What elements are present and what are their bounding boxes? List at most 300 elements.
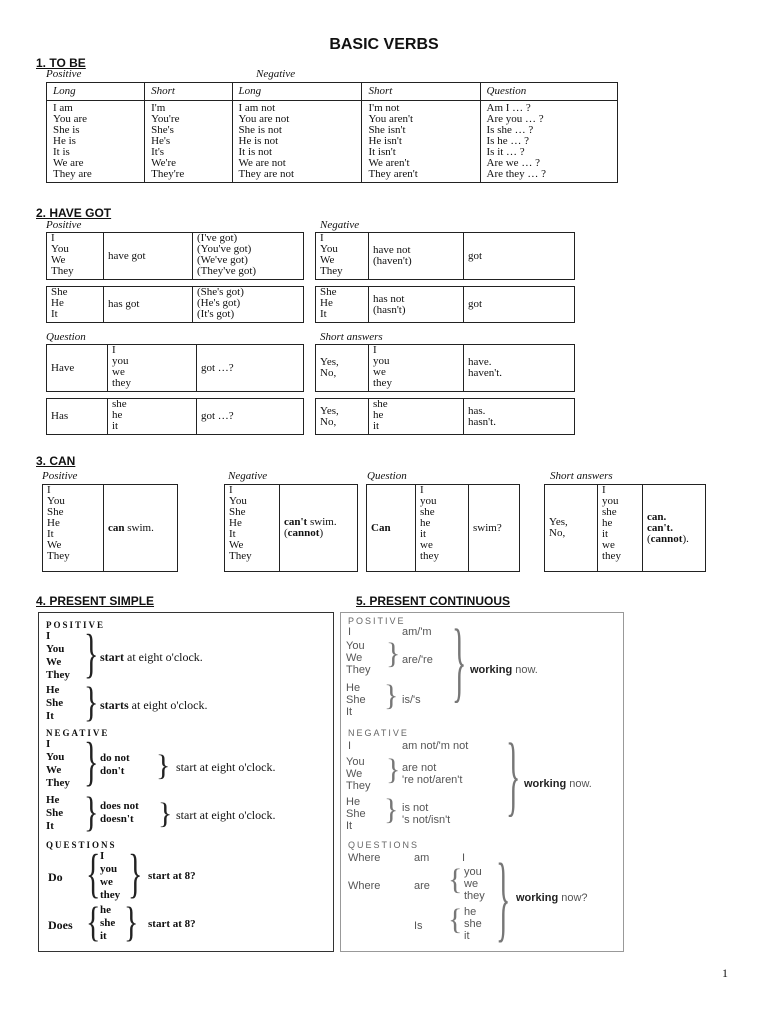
list-item: Yes, bbox=[549, 516, 568, 528]
subjects-plural bbox=[46, 738, 70, 790]
list-item: He bbox=[346, 682, 361, 694]
verb-are-not bbox=[402, 762, 462, 786]
rest: got …? bbox=[197, 399, 304, 435]
label-positive: Positive bbox=[42, 470, 78, 482]
list-item: I bbox=[51, 232, 55, 244]
brace-icon: } bbox=[384, 679, 399, 712]
list-item: I bbox=[100, 850, 105, 862]
list-item: I bbox=[46, 738, 51, 750]
have-got-question-have bbox=[46, 344, 304, 392]
subjects bbox=[320, 287, 364, 320]
got: got bbox=[464, 233, 575, 280]
have-got-negative-singular bbox=[315, 286, 575, 323]
list-item: she bbox=[602, 506, 617, 518]
table-cell: I am not bbox=[238, 102, 276, 114]
list-item: (It's got) bbox=[197, 308, 235, 320]
list-item: we bbox=[100, 876, 113, 888]
label-questions: QUESTIONS bbox=[348, 840, 420, 850]
brace-icon: } bbox=[128, 844, 143, 904]
subjects-he-she-it bbox=[346, 796, 366, 832]
table-cell: It is bbox=[53, 146, 70, 158]
list-item: it bbox=[373, 420, 380, 432]
list-item: I bbox=[420, 484, 424, 496]
q-subjects-you bbox=[464, 866, 485, 902]
table-cell: Is she … ? bbox=[486, 124, 534, 136]
list-item: No, bbox=[549, 527, 566, 539]
aux: Can bbox=[367, 485, 416, 572]
list-item: we bbox=[602, 539, 615, 551]
list-item: we bbox=[464, 878, 479, 890]
label-negative: Negative bbox=[256, 68, 296, 80]
yes-no bbox=[549, 517, 593, 539]
verb: has got bbox=[104, 287, 193, 323]
subjects bbox=[51, 233, 99, 277]
list-item: No, bbox=[320, 415, 337, 428]
list-item: Yes, bbox=[320, 404, 339, 417]
list-item: we bbox=[373, 366, 386, 378]
list-item: We bbox=[46, 656, 62, 668]
table-cell: She is not bbox=[238, 124, 282, 136]
subjects-you-we-they bbox=[346, 756, 370, 792]
label-negative: Negative bbox=[320, 219, 360, 231]
rest: swim? bbox=[469, 485, 520, 572]
verb-is: is/'s bbox=[402, 694, 421, 706]
list-item: have. bbox=[468, 356, 492, 368]
list-item: She bbox=[229, 506, 246, 518]
list-item: don't bbox=[100, 765, 125, 777]
table-cell: She isn't bbox=[368, 124, 406, 136]
to-be-table bbox=[46, 82, 618, 183]
list-item: are not bbox=[402, 762, 437, 774]
table-cell: Is he … ? bbox=[486, 135, 529, 147]
list-item: We bbox=[346, 652, 363, 664]
verb-am-not: am not/'m not bbox=[402, 740, 469, 752]
list-item: It bbox=[51, 308, 58, 320]
neg-rest: start at eight o'clock. bbox=[176, 760, 276, 774]
list-item: We bbox=[346, 768, 363, 780]
q-subjects-plural bbox=[100, 850, 120, 902]
label-short-answers: Short answers bbox=[550, 470, 613, 482]
table-cell: Are you … ? bbox=[486, 113, 544, 125]
list-item: does not bbox=[100, 800, 139, 812]
list-item: She bbox=[46, 807, 64, 819]
list-item: it bbox=[602, 528, 609, 540]
aux: Have bbox=[47, 345, 108, 392]
list-item: She bbox=[346, 694, 366, 706]
section-heading-present-continuous: 5. PRESENT CONTINUOUS bbox=[356, 594, 511, 608]
brace-icon: } bbox=[84, 732, 99, 792]
list-item: you bbox=[112, 355, 129, 367]
list-item: she bbox=[464, 918, 482, 930]
subjects-he-she-it bbox=[346, 682, 366, 718]
verb-is-not bbox=[402, 802, 450, 826]
aux: Has bbox=[47, 399, 108, 435]
subjects bbox=[51, 287, 99, 320]
list-item: He bbox=[320, 297, 333, 309]
q-subject-i: I bbox=[462, 852, 466, 864]
list-item: they bbox=[420, 550, 439, 562]
table-cell: I'm bbox=[151, 102, 166, 114]
list-item: We bbox=[47, 539, 62, 551]
label-question: Question bbox=[46, 331, 86, 343]
subjects-singular bbox=[46, 684, 63, 723]
brace-icon: } bbox=[496, 846, 511, 952]
list-item: have not bbox=[373, 244, 411, 256]
list-item: you bbox=[100, 863, 118, 875]
subjects-you-we-they bbox=[346, 640, 370, 676]
answers bbox=[468, 357, 570, 379]
brace-open-icon: { bbox=[86, 899, 101, 946]
q-am: am bbox=[414, 852, 430, 864]
list-item: It bbox=[346, 820, 353, 832]
cannot-word: cannot bbox=[287, 527, 320, 539]
list-item: You bbox=[46, 751, 65, 763]
can-positive-table bbox=[42, 484, 178, 572]
list-item: We bbox=[320, 254, 335, 266]
list-item: he bbox=[464, 906, 477, 918]
pos-working: working now. bbox=[470, 664, 538, 676]
column-cells bbox=[145, 101, 232, 183]
have-got-negative-plural bbox=[315, 232, 575, 280]
brace-icon: } bbox=[84, 679, 99, 726]
column-header: Question bbox=[480, 83, 618, 101]
list-item: they bbox=[100, 889, 121, 901]
list-item: (I've got) bbox=[197, 232, 238, 244]
column-header: Long bbox=[232, 83, 362, 101]
list-item: I bbox=[602, 484, 606, 496]
where: Where bbox=[348, 852, 381, 864]
list-item: I bbox=[47, 484, 51, 496]
neg-aux-singular bbox=[100, 800, 139, 826]
page-title: BASIC VERBS bbox=[329, 36, 439, 53]
section-heading-can: 3. CAN bbox=[36, 454, 76, 468]
list-item: she bbox=[420, 506, 435, 518]
brace-icon: } bbox=[452, 613, 467, 712]
label-positive: Positive bbox=[46, 219, 82, 231]
q-subjects-singular bbox=[100, 904, 115, 943]
list-item: has not bbox=[373, 292, 405, 305]
subjects bbox=[602, 485, 638, 562]
q-rest: start at 8? bbox=[148, 918, 196, 930]
have-got-positive-plural bbox=[46, 232, 304, 280]
q-subjects-he bbox=[464, 906, 482, 942]
list-item: we bbox=[112, 366, 125, 378]
label-question: Question bbox=[367, 470, 407, 482]
list-item: they bbox=[373, 377, 392, 389]
list-item: we bbox=[420, 539, 433, 551]
list-item: you bbox=[464, 866, 482, 878]
list-item: He bbox=[46, 684, 60, 696]
table-cell: They are not bbox=[238, 168, 295, 180]
list-item: (We've got) bbox=[197, 254, 248, 266]
list-item: it bbox=[420, 528, 427, 540]
list-item: It bbox=[229, 528, 236, 540]
table-cell: We aren't bbox=[368, 157, 410, 169]
list-item: he bbox=[112, 409, 123, 421]
list-item: (He's got) bbox=[197, 297, 241, 309]
subjects bbox=[320, 233, 364, 277]
list-item: You bbox=[320, 243, 338, 255]
verb bbox=[373, 245, 459, 267]
list-item: You bbox=[229, 495, 247, 507]
list-item: (She's got) bbox=[197, 286, 244, 298]
neg-working: working now. bbox=[524, 778, 592, 790]
list-item: I bbox=[320, 232, 324, 244]
list-item: she bbox=[112, 398, 127, 410]
subjects bbox=[112, 399, 192, 432]
subjects bbox=[420, 485, 464, 562]
table-cell: We are bbox=[53, 157, 84, 169]
list-item: (haven't) bbox=[373, 255, 412, 267]
short-forms bbox=[197, 287, 299, 320]
table-cell: You're bbox=[151, 113, 180, 125]
table-cell: I'm not bbox=[368, 102, 400, 114]
have-got-positive-singular bbox=[46, 286, 304, 323]
brace-open-icon: { bbox=[86, 844, 101, 904]
brace-icon: } bbox=[506, 727, 521, 826]
list-item: I bbox=[229, 484, 233, 496]
list-item: (They've got) bbox=[197, 265, 257, 277]
list-item: has. bbox=[468, 404, 486, 417]
ans-no: can't. bbox=[647, 521, 673, 534]
label-negative: Negative bbox=[228, 470, 268, 482]
table-cell: Is it … ? bbox=[486, 146, 525, 158]
brace-icon: } bbox=[84, 624, 99, 684]
table-cell: You are not bbox=[238, 113, 290, 125]
section-heading-have-got: 2. HAVE GOT bbox=[36, 206, 112, 220]
q-is: Is bbox=[414, 920, 423, 932]
list-item: She bbox=[346, 808, 366, 820]
column-header: Short bbox=[362, 83, 480, 101]
list-item: They bbox=[47, 550, 70, 562]
pos-sentence-singular: starts at eight o'clock. bbox=[100, 698, 208, 712]
label-negative: NEGATIVE bbox=[46, 728, 110, 738]
list-item: hasn't. bbox=[468, 415, 496, 428]
list-item: Yes, bbox=[320, 356, 339, 368]
list-item: They bbox=[46, 669, 70, 681]
subjects bbox=[47, 485, 99, 562]
list-item: We bbox=[46, 764, 62, 776]
list-item: it bbox=[100, 930, 107, 942]
table-cell: We're bbox=[151, 157, 177, 169]
can-word: can bbox=[108, 521, 125, 534]
list-item: haven't. bbox=[468, 367, 503, 379]
table-cell: We are not bbox=[238, 157, 286, 169]
label-positive: POSITIVE bbox=[46, 620, 106, 630]
list-item: she bbox=[373, 398, 388, 410]
list-item: they bbox=[112, 377, 131, 389]
list-item: (You've got) bbox=[197, 243, 252, 255]
label-questions: QUESTIONS bbox=[46, 840, 117, 850]
list-item: I bbox=[373, 344, 377, 356]
subjects bbox=[373, 345, 459, 389]
list-item: you bbox=[602, 495, 619, 507]
list-item: You bbox=[46, 643, 65, 655]
list-item: He bbox=[346, 796, 361, 808]
list-item: doesn't bbox=[100, 813, 134, 825]
list-item: it bbox=[464, 930, 470, 942]
label-short-answers: Short answers bbox=[320, 331, 383, 343]
table-cell: They aren't bbox=[368, 168, 418, 180]
brace-open-icon: { bbox=[448, 903, 463, 936]
q-rest: start at 8? bbox=[148, 870, 196, 882]
list-item: They bbox=[229, 550, 252, 562]
list-item: she bbox=[100, 917, 116, 929]
q-aux-does: Does bbox=[48, 918, 73, 932]
column-cells bbox=[362, 101, 480, 183]
table-cell: You are bbox=[53, 113, 88, 125]
list-item: It bbox=[320, 308, 327, 320]
ans-yes: can. bbox=[647, 510, 667, 523]
list-item: You bbox=[346, 756, 365, 768]
yes-no bbox=[320, 406, 364, 428]
table-cell: I am bbox=[53, 102, 73, 114]
list-item: No, bbox=[320, 367, 337, 379]
table-cell: He's bbox=[151, 135, 171, 147]
got: got bbox=[464, 287, 575, 323]
list-item: He bbox=[46, 794, 60, 806]
table-cell: They're bbox=[151, 168, 185, 180]
list-item: They bbox=[320, 265, 343, 277]
table-cell: She's bbox=[151, 124, 174, 136]
list-item: is not bbox=[402, 802, 429, 814]
label-positive: Positive bbox=[46, 68, 82, 80]
list-item: It bbox=[346, 706, 353, 718]
pos-sentence-plural: start at eight o'clock. bbox=[100, 650, 203, 664]
column-cells bbox=[480, 101, 618, 183]
list-item: do not bbox=[100, 752, 130, 764]
cant-word: can't bbox=[284, 516, 308, 528]
have-got-short-answers-plural bbox=[315, 344, 575, 392]
label-negative: NEGATIVE bbox=[348, 728, 409, 738]
column-cells bbox=[232, 101, 362, 183]
list-item: he bbox=[373, 409, 384, 421]
label-positive: POSITIVE bbox=[348, 616, 406, 626]
list-item: He bbox=[51, 297, 64, 309]
table-cell: Are we … ? bbox=[486, 157, 540, 169]
list-item: he bbox=[420, 517, 431, 529]
subjects bbox=[112, 345, 192, 389]
verb-are: are/'re bbox=[402, 654, 433, 666]
brace-icon: } bbox=[156, 749, 171, 782]
section-heading-to-be: 1. TO BE bbox=[36, 56, 86, 70]
list-item: It bbox=[47, 528, 54, 540]
list-item: They bbox=[51, 265, 74, 277]
list-item: you bbox=[373, 355, 390, 367]
list-item: I bbox=[46, 630, 51, 642]
list-item: they bbox=[464, 890, 485, 902]
column-header: Long bbox=[47, 83, 145, 101]
list-item: She bbox=[320, 286, 337, 298]
table-cell: They are bbox=[53, 168, 92, 180]
q-are: are bbox=[414, 880, 430, 892]
page-number: 1 bbox=[722, 966, 728, 980]
yes-no bbox=[320, 357, 364, 379]
brace-icon: } bbox=[124, 899, 139, 946]
list-item: it bbox=[112, 420, 119, 432]
table-cell: He isn't bbox=[368, 135, 402, 147]
can-negative-table: I You She He It We They can't swim. (cannot) bbox=[224, 484, 358, 572]
table-cell: He is not bbox=[238, 135, 279, 147]
brace-icon: } bbox=[84, 789, 99, 836]
brace-open-icon: { bbox=[448, 863, 463, 896]
list-item: She bbox=[47, 506, 64, 518]
table-cell: Am I … ? bbox=[486, 102, 531, 114]
table-cell: It isn't bbox=[368, 146, 396, 158]
q-working: working now? bbox=[516, 892, 588, 904]
can-short-answers-table: Yes, No, I you she he it we they can. can't. (cannot). bbox=[544, 484, 706, 572]
cannot-word: cannot bbox=[650, 532, 683, 545]
section-heading-present-simple: 4. PRESENT SIMPLE bbox=[36, 594, 155, 608]
list-item: you bbox=[420, 495, 437, 507]
list-item: You bbox=[346, 640, 365, 652]
brace-icon: } bbox=[386, 753, 401, 786]
table-cell: She is bbox=[53, 124, 80, 136]
list-item: 're not/aren't bbox=[402, 774, 463, 786]
list-item: They bbox=[346, 664, 371, 676]
list-item: They bbox=[346, 780, 371, 792]
table-cell: It is not bbox=[238, 146, 273, 158]
subject-i: I bbox=[348, 626, 352, 638]
list-item: they bbox=[602, 550, 621, 562]
q-aux-do: Do bbox=[48, 870, 63, 884]
brace-icon: } bbox=[158, 797, 173, 830]
column-header: Short bbox=[145, 83, 232, 101]
subjects-plural bbox=[46, 630, 70, 682]
have-got-short-answers-singular bbox=[315, 398, 575, 435]
verb-am: am/'m bbox=[402, 626, 432, 638]
list-item: I bbox=[112, 344, 116, 356]
list-item: You bbox=[47, 495, 65, 507]
have-got-question-has bbox=[46, 398, 304, 435]
rest: swim. bbox=[307, 516, 337, 528]
verb bbox=[373, 294, 459, 316]
list-item: You bbox=[51, 243, 69, 255]
table-cell: Are they … ? bbox=[486, 168, 547, 180]
brace-icon: } bbox=[384, 793, 399, 826]
subject-i: I bbox=[348, 740, 352, 752]
list-item: he bbox=[602, 517, 613, 529]
list-item: It bbox=[46, 820, 54, 832]
can-question-table bbox=[366, 484, 520, 572]
subjects-singular bbox=[46, 794, 63, 833]
neg-aux-plural bbox=[100, 752, 130, 778]
list-item: he bbox=[100, 904, 111, 916]
list-item: She bbox=[51, 286, 68, 298]
neg-rest: start at eight o'clock. bbox=[176, 808, 276, 822]
list-item: It bbox=[46, 710, 54, 722]
brace-icon: } bbox=[386, 637, 401, 670]
answers bbox=[468, 406, 570, 428]
table-cell: It's bbox=[151, 146, 165, 158]
short-forms bbox=[197, 233, 299, 277]
list-item: We bbox=[229, 539, 244, 551]
list-item: (hasn't) bbox=[373, 303, 406, 316]
rest: swim. bbox=[124, 521, 154, 534]
where: Where bbox=[348, 880, 381, 892]
list-item: 's not/isn't bbox=[402, 814, 451, 826]
subjects bbox=[229, 485, 275, 562]
list-item: They bbox=[46, 777, 70, 789]
column-cells bbox=[47, 101, 145, 183]
subjects bbox=[373, 399, 459, 432]
list-item: She bbox=[46, 697, 64, 709]
list-item: He bbox=[229, 517, 242, 529]
rest: got …? bbox=[197, 345, 304, 392]
list-item: We bbox=[51, 254, 66, 266]
list-item: He bbox=[47, 517, 60, 529]
table-cell: He is bbox=[53, 135, 76, 147]
